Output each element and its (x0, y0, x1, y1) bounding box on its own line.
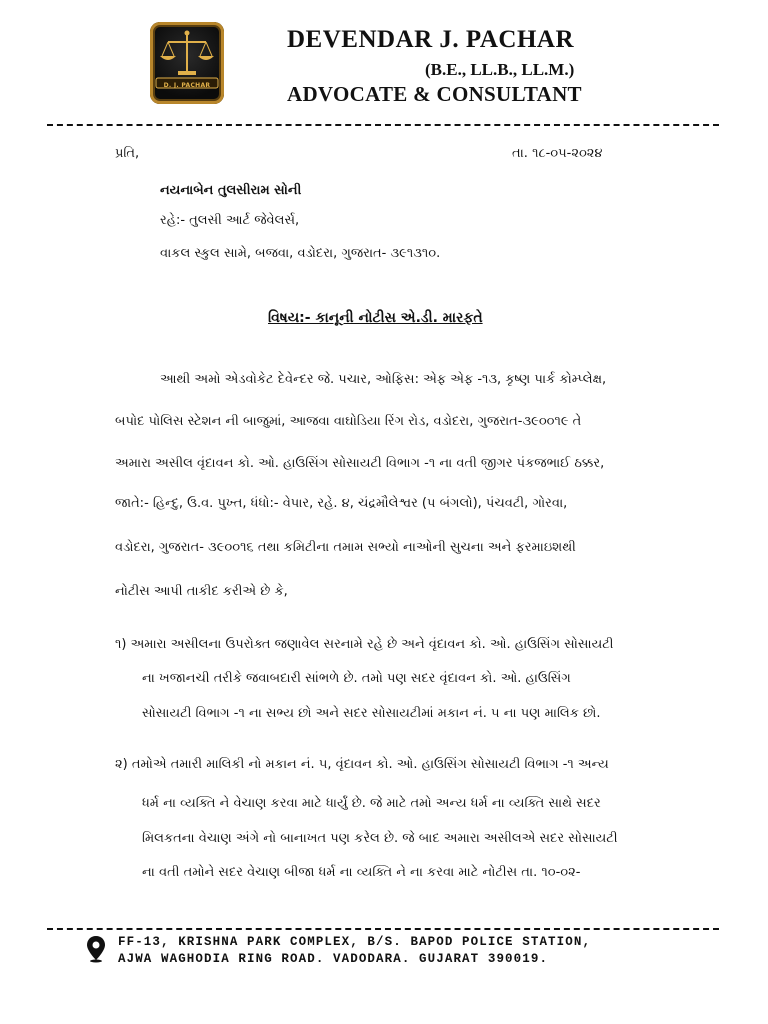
point1-line: ના ખજાનચી તરીકે જવાબદારી સાંભળે છે. તમો પણ સદર વૃંદાવન કો. ઓ. હાઉસિંગ (142, 671, 571, 686)
point1-line: સોસાયટી વિભાગ -૧ ના સભ્ય છો અને સદર સોસાયટીમાં મકાન નં. ૫ ના પણ માલિક છો. (142, 706, 601, 721)
intro-line: જાતે:- હિન્દુ, ઉ.વ. પુખ્ત, ધંધો:- વેપાર, રહે. ૪, ચંદ્રમૌલેશ્વર (પ બંગલો), પંચવટી, ગોરવા, (115, 496, 568, 511)
header-divider (47, 124, 719, 126)
qualifications: (B.E., LL.B., LL.M.) (425, 60, 575, 79)
intro-line: અમારા અસીલ વૃંદાવન કો. ઓ. હાઉસિંગ સોસાયટી વિભાગ -૧ ના વતી જીગર પંકજભાઈ ઠક્કર, (115, 456, 605, 471)
intro-line: નોટીસ આપી તાકીદ કરીએ છે કે, (115, 584, 288, 599)
point2-line: મિલકતના વેચાણ અંગે નો બાનાખત પણ કરેલ છે. જે બાદ અમારા અસીલએ સદર સોસાયટી (142, 831, 618, 846)
recipient-address-line2: વાકલ સ્કુલ સામે, બજવા, વડોદરા, ગુજરાત- ૩૯૧૩૧૦. (160, 246, 441, 261)
recipient-name: નયનાબેન તુલસીરામ સોની (160, 183, 302, 198)
footer-address-line1: FF-13, KRISHNA PARK COMPLEX, B/S. BAPOD POLICE STATION, (118, 935, 592, 949)
subject-line: વિષય:- કાનૂની નોટીસ એ.ડી. મારફતે (268, 310, 483, 326)
point2-line: ધર્મ ના વ્યક્તિ ને વેચાણ કરવા માટે ધાર્યું છે. જે માટે તમો અન્ય ધર્મ ના વ્યક્તિ સાથે સદર (142, 796, 601, 811)
to-label: પ્રતિ, (115, 146, 140, 161)
point2-line: ના વતી તમોને સદર વેચાણ બીજા ધર્મ ના વ્યક્તિ ને ના કરવા માટે નોટીસ તા. ૧૦-૦૨- (142, 865, 581, 880)
footer-address-line2: AJWA WAGHODIA RING ROAD. VADODARA. GUJARAT 390019. (118, 952, 549, 966)
advocate-role: ADVOCATE & CONSULTANT (287, 82, 582, 106)
logo-text: D. J. PACHAR (163, 82, 211, 89)
intro-line: બપોદ પોલિસ સ્ટેશન ની બાજુમાં, આજવા વાઘોડિયા રિંગ રોડ, વડોદરા, ગુજરાત-૩૯૦૦૧૯ તે (115, 414, 582, 429)
letter-date: તા. ૧૮-૦૫-૨૦૨૪ (512, 146, 603, 161)
footer-divider (47, 928, 719, 930)
advocate-name: DEVENDAR J. PACHAR (287, 26, 575, 53)
scales-of-justice-icon (150, 22, 224, 104)
point1-line: ૧) અમારા અસીલના ઉપરોક્ત જણાવેલ સરનામે રહે છે અને વૃંદાવન કો. ઓ. હાઉસિંગ સોસાયટી (115, 637, 614, 652)
intro-line: વડોદરા, ગુજરાત- ૩૯૦૦૧૬ તથા કમિટીના તમામ સભ્યો નાઓની સુચના અને ફરમાઇશથી (115, 540, 576, 555)
intro-line: આથી અમો એડવોકેટ દેવેન્દર જે. પચાર, ઓફિસ: એફ એફ -૧૩, કૃષ્ણ પાર્ક કોમ્પ્લેક્ષ, (160, 372, 607, 387)
point2-line: ૨) તમોએ તમારી માલિકી નો મકાન નં. ૫, વૃંદાવન કો. ઓ. હાઉસિંગ સોસાયટી વિભાગ -૧ અન્ય (115, 757, 609, 772)
location-pin-icon (86, 935, 106, 967)
logo (150, 22, 224, 104)
recipient-address-line1: રહે:- તુલસી આર્ટ જેવેલર્સ, (160, 213, 300, 228)
